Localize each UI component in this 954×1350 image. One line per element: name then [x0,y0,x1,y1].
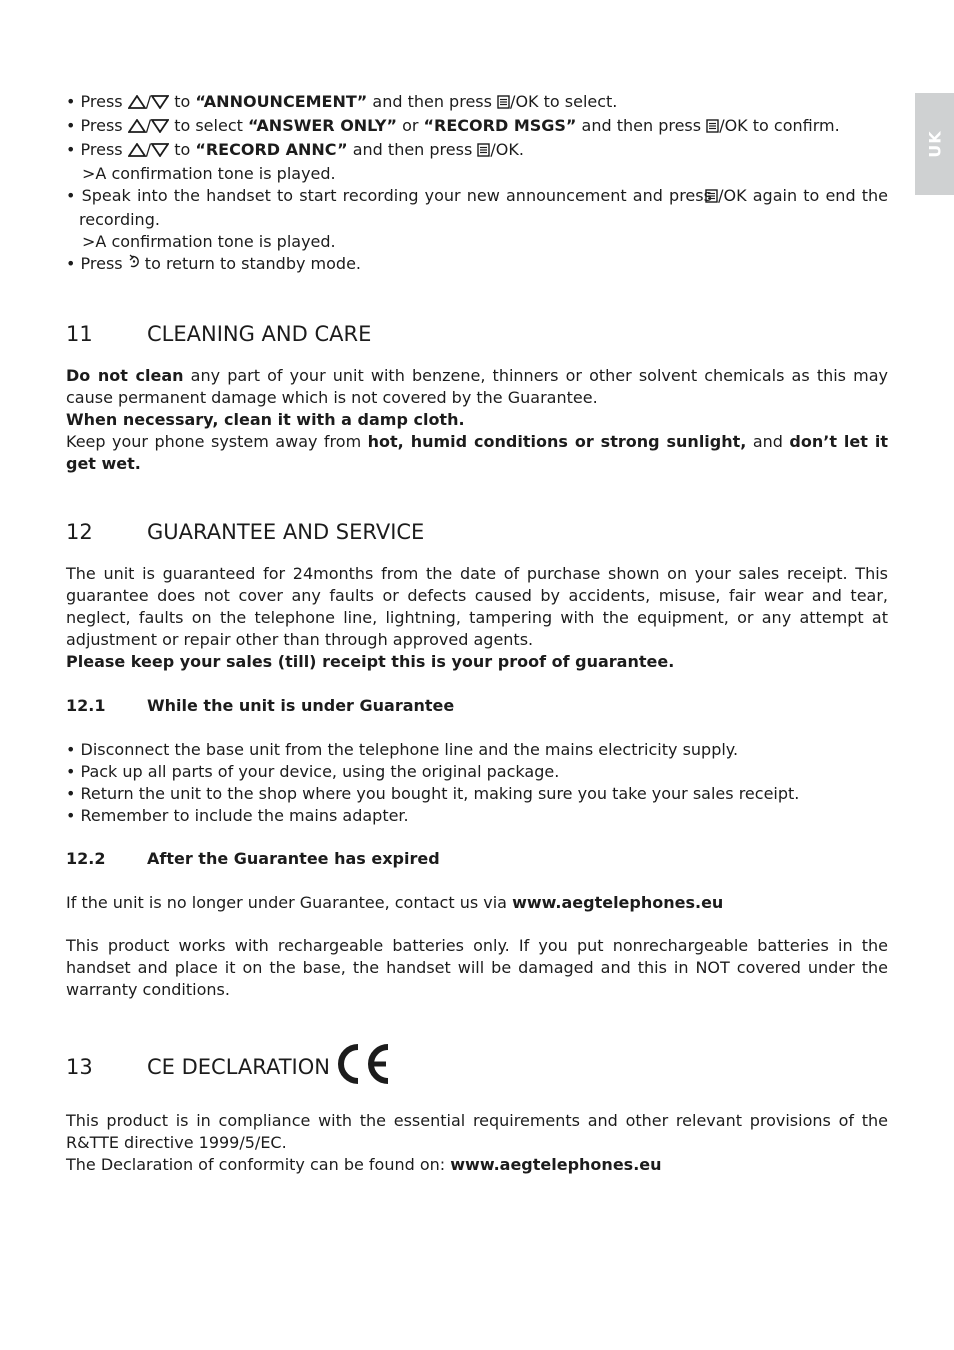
list-item: • Remember to include the mains adapter. [66,806,409,825]
up-triangle-icon [128,141,146,163]
menu-icon [497,93,510,115]
section-ce [66,1043,888,1176]
ce-mark-icon [336,1043,394,1091]
confirmation-note: >A confirmation tone is played. [82,232,336,251]
paragraph: If the unit is no longer under Guarantee, contact us via www.aegtelephones.eu [66,893,724,912]
down-triangle-icon [151,141,169,163]
confirmation-note: >A confirmation tone is played. [82,164,336,183]
subsection-heading: 12.1 While the unit is under Guarantee [66,696,455,715]
down-triangle-icon [151,117,169,139]
section-heading: 12 GUARANTEE AND SERVICE [66,520,425,544]
website-link[interactable]: www.aegtelephones.eu [512,893,724,912]
section-cleaning [66,321,888,475]
section-guarantee [66,519,888,1001]
paragraph-bold: When necessary, clean it with a damp cloth. [66,410,465,429]
paragraph: Keep your phone system away from hot, humid conditions or strong sunlight, and don’t let it get wet. [66,432,889,473]
language-tab [915,93,954,195]
step-5: • Press to return to standby mode. [66,253,888,277]
paragraph-bold: Please keep your sales (till) receipt this is your proof of guarantee. [66,652,675,671]
language-tab-label: UK [925,130,944,158]
step-1: • Press / to “ANNOUNCEMENT” and then press /OK to select. [66,91,888,115]
document-page [66,91,888,1176]
paragraph: The Declaration of conformity can be found on: www.aegtelephones.eu [66,1155,662,1174]
paragraph: This product is in compliance with the essential requirements and other relevant provisions of the R&TTE directive 1999/5/EC. [66,1111,888,1152]
list-item: • Disconnect the base unit from the telephone line and the mains electricity supply. [66,740,739,759]
paragraph: The unit is guaranteed for 24months from the date of purchase shown on your sales receipt. This guarantee does not cover any faults or defects caused by accidents, misuse, fair wear and tear, neglect, faults on the telephone line, lightning, tampering with the equipment, or any attempt at adjustment or repair other than through approved agents. [66,564,888,649]
section-heading: 13 CE DECLARATION [66,1043,888,1091]
paragraph: This product works with rechargeable batteries only. If you put nonrechargeable batteries in the handset and place it on the base, the handset will be damaged and this in NOT covered under the warranty conditions. [66,936,888,999]
step-2: • Press / to select “ANSWER ONLY” or “RECORD MSGS” and then press /OK to confirm. [66,115,888,139]
menu-icon [706,117,719,139]
list-item: • Pack up all parts of your device, using the original package. [66,762,560,781]
up-triangle-icon [128,117,146,139]
list-item: • Return the unit to the shop where you bought it, making sure you take your sales receipt. [66,784,800,803]
end-call-icon [128,254,140,277]
announcement-steps [66,91,888,277]
website-link[interactable]: www.aegtelephones.eu [450,1155,662,1174]
section-heading: 11 CLEANING AND CARE [66,322,372,346]
subsection-heading: 12.2 After the Guarantee has expired [66,849,440,868]
step-3: • Press / to “RECORD ANNC” and then press /OK. [66,139,888,163]
step-4: • Speak into the handset to start recording your new announcement and press /OK again to end the recording. [66,186,889,229]
down-triangle-icon [151,93,169,115]
menu-icon [477,141,490,163]
paragraph: Do not clean any part of your unit with benzene, thinners or other solvent chemicals as this may cause permanent damage which is not covered by the Guarantee. [66,366,889,407]
up-triangle-icon [128,93,146,115]
